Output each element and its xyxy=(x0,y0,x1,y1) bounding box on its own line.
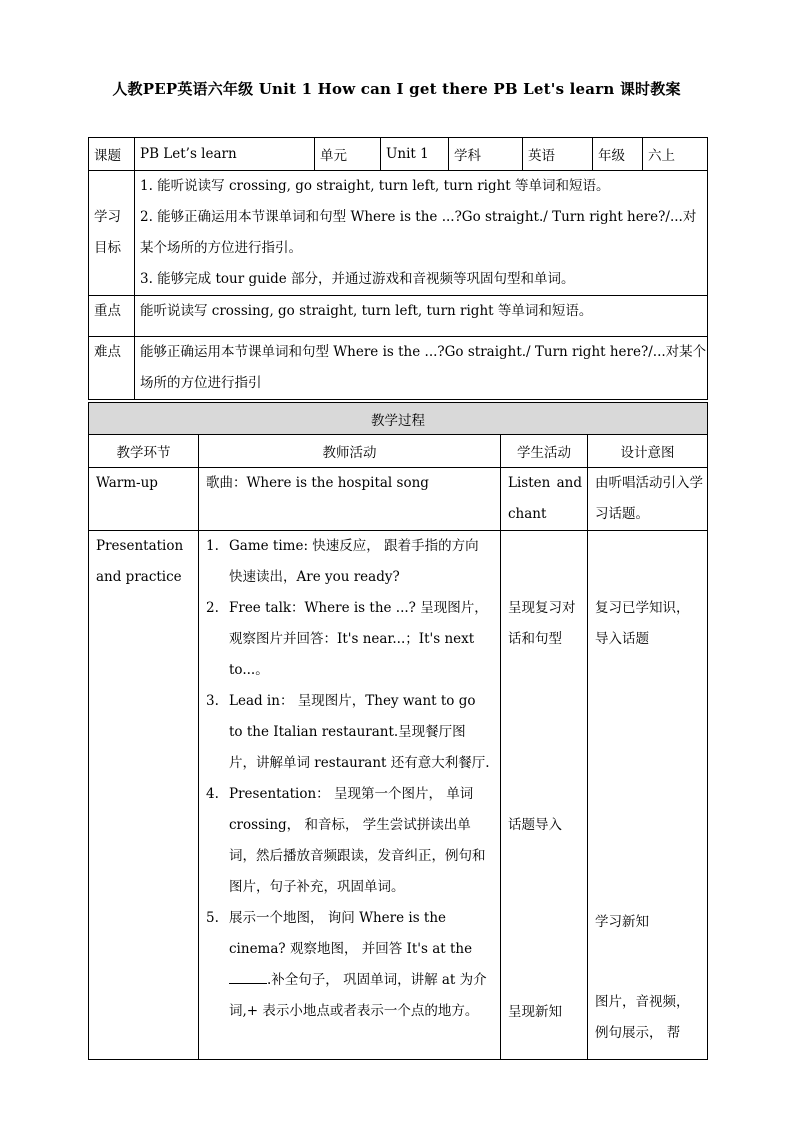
presentation-student xyxy=(501,531,588,1060)
warmup-row xyxy=(89,468,708,531)
col-stage: 教学环节 xyxy=(89,435,199,468)
col-intent: 设计意图 xyxy=(588,435,708,468)
presentation-intent xyxy=(588,531,708,1060)
list-item xyxy=(199,903,492,1027)
col-student: 学生活动 xyxy=(501,435,588,468)
student-note: 呈现复习对话和句型 xyxy=(508,600,576,647)
warmup-teacher: 歌曲：Where is the hospital song xyxy=(199,468,501,531)
goals-list xyxy=(135,171,708,296)
key-label: 重点 xyxy=(89,296,135,337)
presentation-stage: Presentation and practice xyxy=(89,531,199,1060)
info-row-difficult xyxy=(89,337,708,400)
intent-note: 学习新知 xyxy=(595,914,649,930)
key-value: 能听说读写 crossing, go straight, turn left, turn right 等单词和短语。 xyxy=(135,296,708,337)
step-text: Presentation： 呈现第一个图片， 单词 crossing， 和音标， 学生尝试拼读出单词，然后播放音频跟读，发音纠正，例句和图片，句子补充，巩固单词。 xyxy=(229,786,486,895)
topic-label: 课题 xyxy=(89,138,135,171)
warmup-intent: 由听唱活动引入学习话题。 xyxy=(588,468,708,531)
step-text: Lead in： 呈现图片，They want to go to the Italian restaurant.呈现餐厅图片，讲解单词 restaurant 还有意大利餐厅. xyxy=(229,693,490,771)
lesson-info-table xyxy=(88,137,708,400)
goals-label: 学习目标 xyxy=(89,171,135,296)
student-note: 话题导入 xyxy=(508,817,562,833)
fill-in-blank xyxy=(229,969,267,984)
list-item xyxy=(199,779,492,903)
intent-note: 图片，音视频，例句展示， 帮 xyxy=(595,994,690,1041)
list-item xyxy=(199,593,492,686)
unit-value: Unit 1 xyxy=(381,138,449,171)
page-title: 人教PEP英语六年级 Unit 1 How can I get there PB Let's learn 课时教案 xyxy=(112,80,681,98)
goal-item: 2. 能够正确运用本节课单词和句型 Where is the ...?Go straight./ Turn right here?/...对某个场所的方位进行指引。 xyxy=(140,209,697,256)
difficult-label: 难点 xyxy=(89,337,135,400)
info-row-topic xyxy=(89,138,708,171)
process-column-headers xyxy=(89,435,708,468)
info-row-goals xyxy=(89,171,708,296)
warmup-stage: Warm-up xyxy=(89,468,199,531)
presentation-teacher xyxy=(199,531,501,1060)
warmup-student: Listen and chant xyxy=(501,468,588,531)
step-text-after-blank: .补全句子， 巩固单词，讲解 at 为介词,+ 表示小地点或者表示一个点的地方。 xyxy=(229,972,487,1019)
goal-item: 1. 能听说读写 crossing, go straight, turn left, turn right 等单词和短语。 xyxy=(140,178,610,194)
list-item xyxy=(199,531,492,593)
step-text: Game time: 快速反应， 跟着手指的方向快速读出，Are you ready? xyxy=(229,538,479,585)
goal-item: 3. 能够完成 tour guide 部分，并通过游戏和音视频等巩固句型和单词。 xyxy=(140,271,575,287)
teaching-process-table xyxy=(88,402,708,1060)
list-item xyxy=(199,686,492,779)
info-row-key xyxy=(89,296,708,337)
teacher-steps xyxy=(199,531,492,1027)
step-number: 2. xyxy=(206,600,219,616)
subject-value: 英语 xyxy=(523,138,593,171)
step-number: 1. xyxy=(206,538,219,554)
subject-label: 学科 xyxy=(449,138,523,171)
grade-label: 年级 xyxy=(593,138,643,171)
presentation-row xyxy=(89,531,708,1060)
step-number: 4. xyxy=(206,786,219,802)
intent-note: 复习已学知识，导入话题 xyxy=(595,600,690,647)
difficult-value: 能够正确运用本节课单词和句型 Where is the ...?Go straight./ Turn right here?/...对某个场所的方位进行指引 xyxy=(135,337,708,400)
step-number: 5. xyxy=(206,910,219,926)
col-teacher: 教师活动 xyxy=(199,435,501,468)
step-text: Free talk：Where is the ...? 呈现图片，观察图片并回答：It's near...；It's next to...。 xyxy=(229,600,488,678)
unit-label: 单元 xyxy=(315,138,381,171)
step-number: 3. xyxy=(206,693,219,709)
grade-value: 六上 xyxy=(643,138,708,171)
topic-value: PB Let’s learn xyxy=(135,138,315,171)
student-note: 呈现新知 xyxy=(508,1004,562,1020)
process-header: 教学过程 xyxy=(89,403,708,435)
step-text-before-blank: 展示一个地图， 询问 Where is the cinema? 观察地图， 并回答 It's at the xyxy=(229,910,473,957)
